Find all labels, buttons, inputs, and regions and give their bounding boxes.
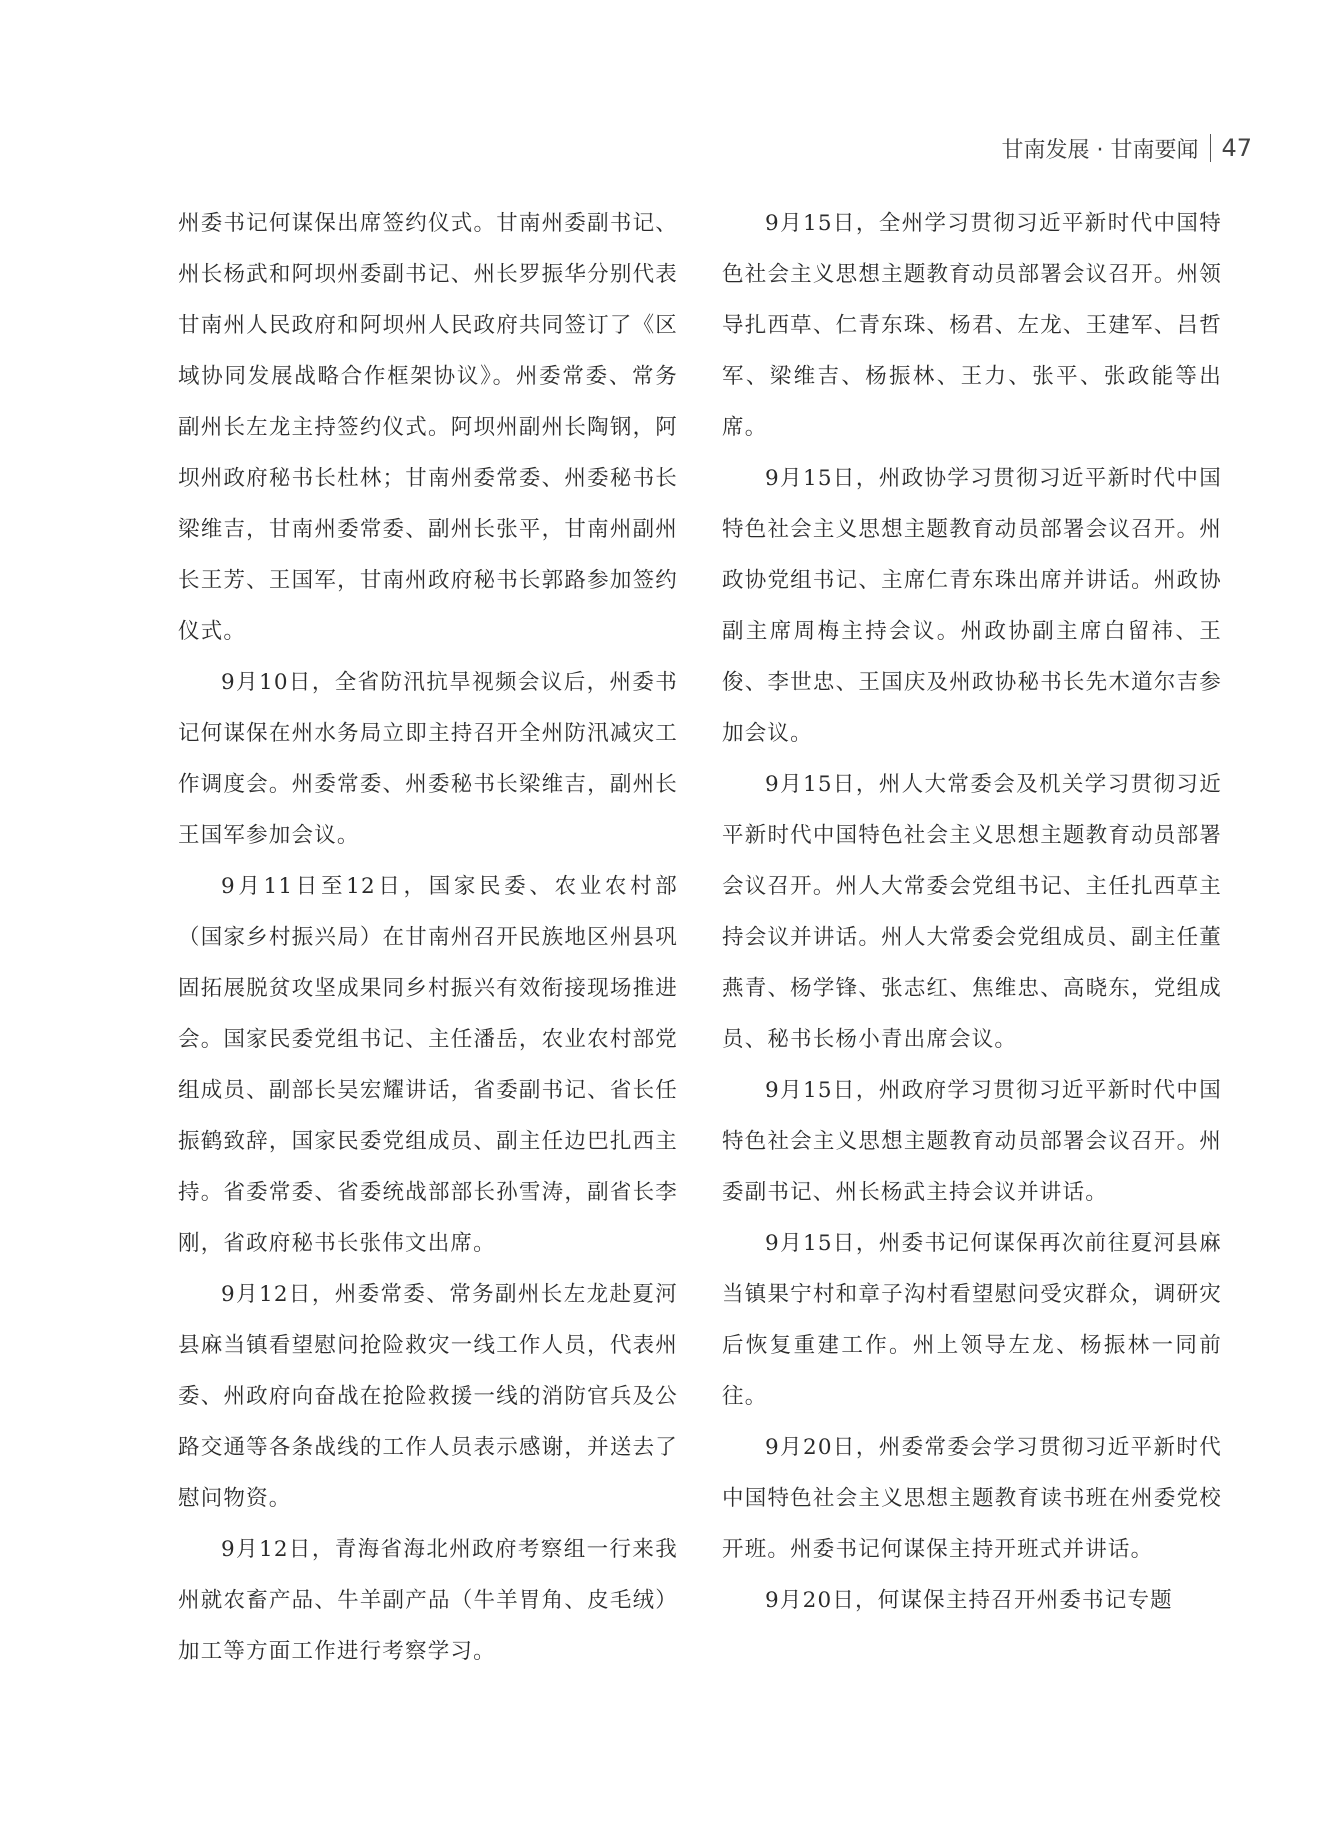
paragraph: 9月15日，州政协学习贯彻习近平新时代中国特色社会主义思想主题教育动员部署会议召开。州政协党组书记、主席仁青东珠出席并讲话。州政协副主席周梅主持会议。州政协副主席白留祎、王俊、李世忠、王国庆及州政协秘书长先木道尔吉参加会议。 xyxy=(722,466,1222,746)
paragraph: 9月12日，青海省海北州政府考察组一行来我州就农畜产品、牛羊副产品（牛羊胃角、皮毛绒）加工等方面工作进行考察学习。 xyxy=(178,1537,678,1664)
paragraph: 9月12日，州委常委、常务副州长左龙赴夏河县麻当镇看望慰问抢险救灾一线工作人员，代表州委、州政府向奋战在抢险救援一线的消防官兵及公路交通等各条战线的工作人员表示感谢，并送去了慰问物资。 xyxy=(178,1282,678,1511)
page-number: 47 xyxy=(1221,134,1252,162)
paragraph: 9月10日，全省防汛抗旱视频会议后，州委书记何谋保在州水务局立即主持召开全州防汛减灾工作调度会。州委常委、州委秘书长梁维吉，副州长王国军参加会议。 xyxy=(178,670,678,848)
paragraph: 9月11日至12日，国家民委、农业农村部（国家乡村振兴局）在甘南州召开民族地区州县巩固拓展脱贫攻坚成果同乡村振兴有效衔接现场推进会。国家民委党组书记、主任潘岳，农业农村部党组成员、副部长吴宏耀讲话，省委副书记、省长任振鹤致辞，国家民委党组成员、副主任边巴扎西主持。省委常委、省委统战部部长孙雪涛，副省长李刚，省政府秘书长张伟文出席。 xyxy=(178,874,678,1256)
running-header xyxy=(1001,130,1252,166)
right-column xyxy=(722,198,1222,1626)
paragraph: 9月15日，州委书记何谋保再次前往夏河县麻当镇果宁村和章子沟村看望慰问受灾群众，调研灾后恢复重建工作。州上领导左龙、杨振林一同前往。 xyxy=(722,1231,1222,1409)
paragraph: 9月20日，州委常委会学习贯彻习近平新时代中国特色社会主义思想主题教育读书班在州委党校开班。州委书记何谋保主持开班式并讲话。 xyxy=(722,1435,1222,1562)
paragraph: 9月20日，何谋保主持召开州委书记专题 xyxy=(765,1588,1173,1613)
paragraph: 9月15日，州人大常委会及机关学习贯彻习近平新时代中国特色社会主义思想主题教育动员部署会议召开。州人大常委会党组书记、主任扎西草主持会议并讲话。州人大常委会党组成员、副主任董燕青、杨学锋、张志红、焦维忠、高晓东，党组成员、秘书长杨小青出席会议。 xyxy=(722,772,1222,1052)
header-divider xyxy=(1210,134,1211,162)
left-column xyxy=(178,198,678,1677)
paragraph: 9月15日，州政府学习贯彻习近平新时代中国特色社会主义思想主题教育动员部署会议召开。州委副书记、州长杨武主持会议并讲话。 xyxy=(722,1078,1222,1205)
section-title: 甘南发展 · 甘南要闻 xyxy=(1001,137,1199,163)
paragraph: 州委书记何谋保出席签约仪式。甘南州委副书记、州长杨武和阿坝州委副书记、州长罗振华分别代表甘南州人民政府和阿坝州人民政府共同签订了《区域协同发展战略合作框架协议》。州委常委、常务副州长左龙主持签约仪式。阿坝州副州长陶钢，阿坝州政府秘书长杜林；甘南州委常委、州委秘书长梁维吉，甘南州委常委、副州长张平，甘南州副州长王芳、王国军，甘南州政府秘书长郭路参加签约仪式。 xyxy=(178,211,678,644)
paragraph: 9月15日，全州学习贯彻习近平新时代中国特色社会主义思想主题教育动员部署会议召开。州领导扎西草、仁青东珠、杨君、左龙、王建军、吕哲军、梁维吉、杨振林、王力、张平、张政能等出席。 xyxy=(722,211,1222,440)
